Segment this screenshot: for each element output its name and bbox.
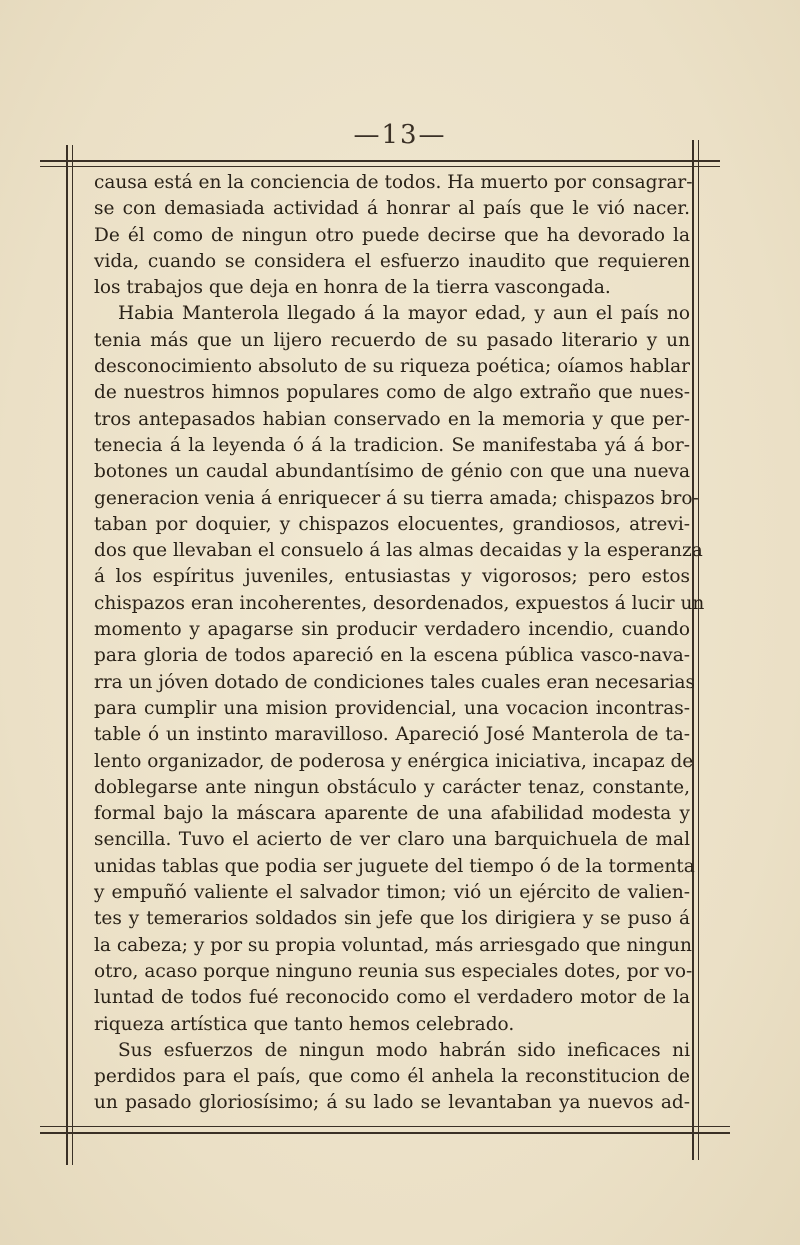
frame-right-rule-inner: [698, 140, 699, 1160]
text-line: para cumplir una mision providencial, una vocacion incontras-: [94, 697, 690, 719]
text-line: unidas tablas que podia ser juguete del tiempo ó de la tormenta: [94, 855, 695, 877]
frame-bottom-rule: [40, 1132, 730, 1134]
frame-left-rule-inner: [72, 145, 73, 1165]
text-line: un pasado gloriosísimo; á su lado se levantaban ya nuevos ad-: [94, 1092, 690, 1114]
text-line: riqueza artística que tanto hemos celebrado.: [94, 1013, 515, 1035]
text-line: de nuestros himnos populares como de algo extraño que nues-: [94, 382, 690, 404]
text-line: tros antepasados habian conservado en la memoria y que per-: [94, 408, 690, 430]
text-line: rra un jóven dotado de condiciones tales cuales eran necesarias: [94, 671, 696, 693]
text-line: generacion venia á enriquecer á su tierra amada; chispazos bro-: [94, 487, 699, 509]
text-line: sencilla. Tuvo el acierto de ver claro una barquichuela de mal: [94, 829, 690, 851]
text-line: Habia Manterola llegado á la mayor edad, y aun el país no: [118, 303, 690, 325]
text-line: tenecia á la leyenda ó á la tradicion. Se manifestaba yá á bor-: [94, 434, 690, 456]
text-line: á los espíritus juveniles, entusiastas y vigorosos; pero estos: [94, 566, 690, 588]
frame-top-rule: [40, 160, 720, 162]
text-line: De él como de ningun otro puede decirse que ha devorado la: [94, 224, 690, 246]
text-line: lento organizador, de poderosa y enérgica iniciativa, incapaz de: [94, 750, 694, 772]
page-number: —13—: [353, 120, 447, 150]
text-line: momento y apagarse sin producir verdadero incendio, cuando: [94, 619, 690, 641]
frame-right-rule: [692, 140, 694, 1160]
text-line: luntad de todos fué reconocido como el verdadero motor de la: [94, 987, 690, 1009]
text-line: otro, acaso porque ninguno reunia sus especiales dotes, por vo-: [94, 960, 693, 982]
text-line: taban por doquier, y chispazos elocuentes, grandiosos, atrevi-: [94, 513, 690, 535]
text-line: tenia más que un lijero recuerdo de su pasado literario y un: [94, 329, 690, 351]
text-line: causa está en la conciencia de todos. Ha muerto por consagrar-: [94, 172, 693, 193]
text-line: los trabajos que deja en honra de la tierra vascongada.: [94, 277, 611, 299]
text-line: botones un caudal abundantísimo de génio con que una nueva: [94, 461, 690, 483]
text-line: table ó un instinto maravilloso. Apareció José Manterola de ta-: [94, 724, 690, 746]
text-line: la cabeza; y por su propia voluntad, más arriesgado que ningun: [94, 934, 692, 956]
text-line: para gloria de todos apareció en la escena pública vasco-nava-: [94, 645, 690, 667]
text-line: y empuñó valiente el salvador timon; vió un ejército de valien-: [94, 882, 690, 904]
body-text: [94, 170, 705, 1117]
text-line: se con demasiada actividad á honrar al país que le vió nacer.: [94, 198, 690, 220]
text-line: tes y temerarios soldados sin jefe que los dirigiera y se puso á: [94, 908, 690, 930]
frame-left-rule: [66, 145, 68, 1165]
text-line: vida, cuando se considera el esfuerzo inaudito que requieren: [94, 250, 690, 272]
text-line: Sus esfuerzos de ningun modo habrán sido ineficaces ni: [118, 1039, 690, 1061]
frame-bottom-rule-inner: [40, 1126, 730, 1127]
text-line: desconocimiento absoluto de su riqueza poética; oíamos hablar: [94, 356, 690, 378]
text-line: doblegarse ante ningun obstáculo y carácter tenaz, constante,: [94, 776, 690, 798]
text-line: chispazos eran incoherentes, desordenados, expuestos á lucir un: [94, 592, 705, 614]
text-line: perdidos para el país, que como él anhela la reconstitucion de: [94, 1066, 690, 1088]
text-line: dos que llevaban el consuelo á las almas decaidas y la esperanza: [94, 540, 703, 562]
frame-top-rule-inner: [40, 166, 720, 167]
text-line: formal bajo la máscara aparente de una afabilidad modesta y: [94, 803, 690, 825]
